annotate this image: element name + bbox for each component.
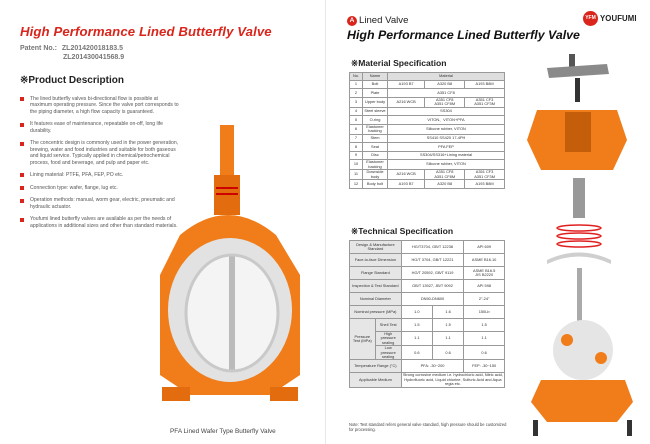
col-no: No.: [350, 73, 363, 81]
description-bullet: It features ease of maintenance, repeatable on-off, long life durability.: [20, 121, 180, 134]
cell-material: A193 B7: [388, 179, 425, 188]
table-row: High pressure sealing 1.1 1.1 1.1: [350, 332, 505, 346]
right-page: [327, 0, 650, 444]
seat: [547, 253, 611, 265]
table-row: [350, 97, 505, 107]
table-row: Pressure Test (MPa) Shell Test 1.5 1.5 1.5: [350, 319, 505, 332]
table-row: [350, 179, 505, 188]
left-page-title: High Performance Lined Butterfly Valve: [20, 24, 272, 39]
cell-material: A351 CF8 A351 CF8M: [425, 97, 465, 107]
cell-name: Body bolt: [363, 179, 388, 188]
category-label: Lined Valve: [359, 15, 409, 26]
lined-butterfly-valve-illustration: [150, 125, 310, 425]
downside-body: [531, 380, 633, 422]
table-row: [350, 143, 505, 152]
cell-no: 3: [350, 97, 363, 107]
cell-name: Downside body: [363, 170, 388, 180]
category-subtitle: [347, 15, 408, 26]
cell-name: Elastomer backing: [363, 124, 388, 134]
cell-no: 2: [350, 89, 363, 98]
cell-no: 8: [350, 143, 363, 152]
patent-number-1: ZL201420018183.5: [61, 45, 124, 52]
description-bullet: The concentric design is commonly used in the power generation, brewing, water and food industries and suitable for both gaseous and liquid service. Typically applied in chemical/petrochemical process, food and beverage, and pulp and paper etc.: [20, 140, 180, 166]
cell-name: O-ring: [363, 116, 388, 125]
table-row: [350, 89, 505, 98]
description-bullet: Lining material: PTFE, PFA, FEP, PO etc.: [20, 172, 180, 178]
patent-number-2: ZL201430041568.9: [63, 53, 125, 61]
cell-no: 4: [350, 107, 363, 116]
table-row: [350, 107, 505, 116]
logo-text: YOUFUMI: [600, 14, 637, 23]
patent-block: [20, 45, 124, 62]
description-bullet: Operation methods: manual, worm gear, electric, pneumatic and hydraulic actuator.: [20, 197, 180, 210]
description-bullet: The lined butterfly valves bi-directional flow is possible at maximum operating pressure. Since the valve port corresponds to the piping diameter, a high flow capacity is guaranteed.: [20, 96, 180, 115]
description-bullet: Connection type: wafer, flange, lug etc.: [20, 185, 180, 191]
col-material: Material: [388, 73, 505, 81]
cell-material: A193 B8M: [465, 80, 505, 89]
cell-material: PFA FEP: [388, 143, 505, 152]
valve-caption: PFA Lined Wafer Type Butterfly Valve: [170, 428, 276, 435]
table-row: Applicable Medium Strong corrosive medium i.e. hydrochloric acid, Nitric acid, Hydrofluoric acid, Liquid chlorine, Sulfuric Acid and Aqua regia etc.: [350, 373, 505, 387]
cell-no: 1: [350, 80, 363, 89]
cell-no: 7: [350, 134, 363, 143]
material-spec-table: [349, 72, 505, 189]
table-row: Face-to-face Dimension HG/T 3704, GB/T 12221 ASME B16.10: [350, 254, 505, 267]
cell-no: 10: [350, 160, 363, 170]
cell-material: A351 CF3 A351 CF3M: [465, 97, 505, 107]
cell-material: A216 WCB: [388, 170, 425, 180]
cell-no: 11: [350, 170, 363, 180]
table-row: [350, 134, 505, 143]
cell-material: SS304/SS316+Lining material: [388, 151, 505, 160]
table-row: Inspection & Test Standard GB/T 13927, JB/T 9092 API 598: [350, 280, 505, 293]
exploded-valve-illustration: [517, 50, 647, 442]
youfumi-logo: [583, 11, 637, 26]
cell-name: Steel sleeve: [363, 107, 388, 116]
cell-no: 6: [350, 124, 363, 134]
cell-name: Bolt: [363, 80, 388, 89]
cell-material: A351 CF3 A351 CF3M: [465, 170, 505, 180]
cell-material: A193 B8M: [465, 179, 505, 188]
cell-name: Upper body: [363, 97, 388, 107]
cell-material: Silicone rubber, VITON: [388, 160, 505, 170]
cell-name: Seat: [363, 143, 388, 152]
spec-note: Note: Test standard refers general valve standard, high pressure should be customized for processing.: [349, 422, 507, 432]
table-row: Flange Standard HG/T 20592, GB/T 9119 ASME B16.5 JIS B2220: [350, 267, 505, 280]
cell-no: 9: [350, 151, 363, 160]
table-row: Temperature Range (°C) PFA: -30~200 FEP: -30~150: [350, 360, 505, 373]
technical-spec-heading: ※Technical Specification: [351, 226, 454, 236]
top-plate: [547, 64, 609, 78]
cell-material: A320 B8: [425, 179, 465, 188]
logo-icon: YFM: [583, 11, 598, 26]
cell-name: Elastomer backing: [363, 160, 388, 170]
table-row: [350, 80, 505, 89]
category-badge: A: [347, 16, 357, 26]
table-row: Nominal Diameter DN50-DN600 2"-24": [350, 293, 505, 306]
cell-material: Silicone rubber, VITON: [388, 124, 505, 134]
cell-material: VITON、VITON+PFA: [388, 116, 505, 125]
table-header-row: [350, 73, 505, 81]
cell-no: 12: [350, 179, 363, 188]
table-row: Design & Manufacture Standard HG/T3704, GB/T 12238 API 609: [350, 241, 505, 254]
table-row: [350, 116, 505, 125]
cell-material: A351 CF8: [388, 89, 505, 98]
technical-spec-table: [349, 240, 505, 388]
right-page-title: High Performance Lined Butterfly Valve: [347, 28, 580, 42]
cell-material: A320 B8: [425, 80, 465, 89]
cell-material: A351 CF8 A351 CF8M: [425, 170, 465, 180]
table-row: [350, 170, 505, 180]
table-row: Nominal pressure (MPa) 1.0 1.6 150Lb: [350, 306, 505, 319]
cell-material: SS304: [388, 107, 505, 116]
cell-material: SS410 SS420 17-4PH: [388, 134, 505, 143]
product-description-heading: ※Product Description: [20, 75, 124, 86]
cell-material: A216 WCB: [388, 97, 425, 107]
description-bullet: Youfumi lined butterfly valves are available as per the needs of applications in additional sizes and other than standard materials.: [20, 216, 180, 229]
cell-name: Stem: [363, 134, 388, 143]
table-row: [350, 124, 505, 134]
material-spec-heading: ※Material Specification: [351, 58, 447, 68]
col-name: Name: [363, 73, 388, 81]
patent-label: Patent No.:: [20, 45, 57, 52]
disc: [553, 320, 613, 380]
cell-name: Plate: [363, 89, 388, 98]
steel-sleeve: [573, 178, 585, 218]
table-row: Low pressure sealing 0.6 0.6 0.6: [350, 346, 505, 360]
cell-material: A193 B7: [388, 80, 425, 89]
cell-no: 5: [350, 116, 363, 125]
cell-name: Disc: [363, 151, 388, 160]
